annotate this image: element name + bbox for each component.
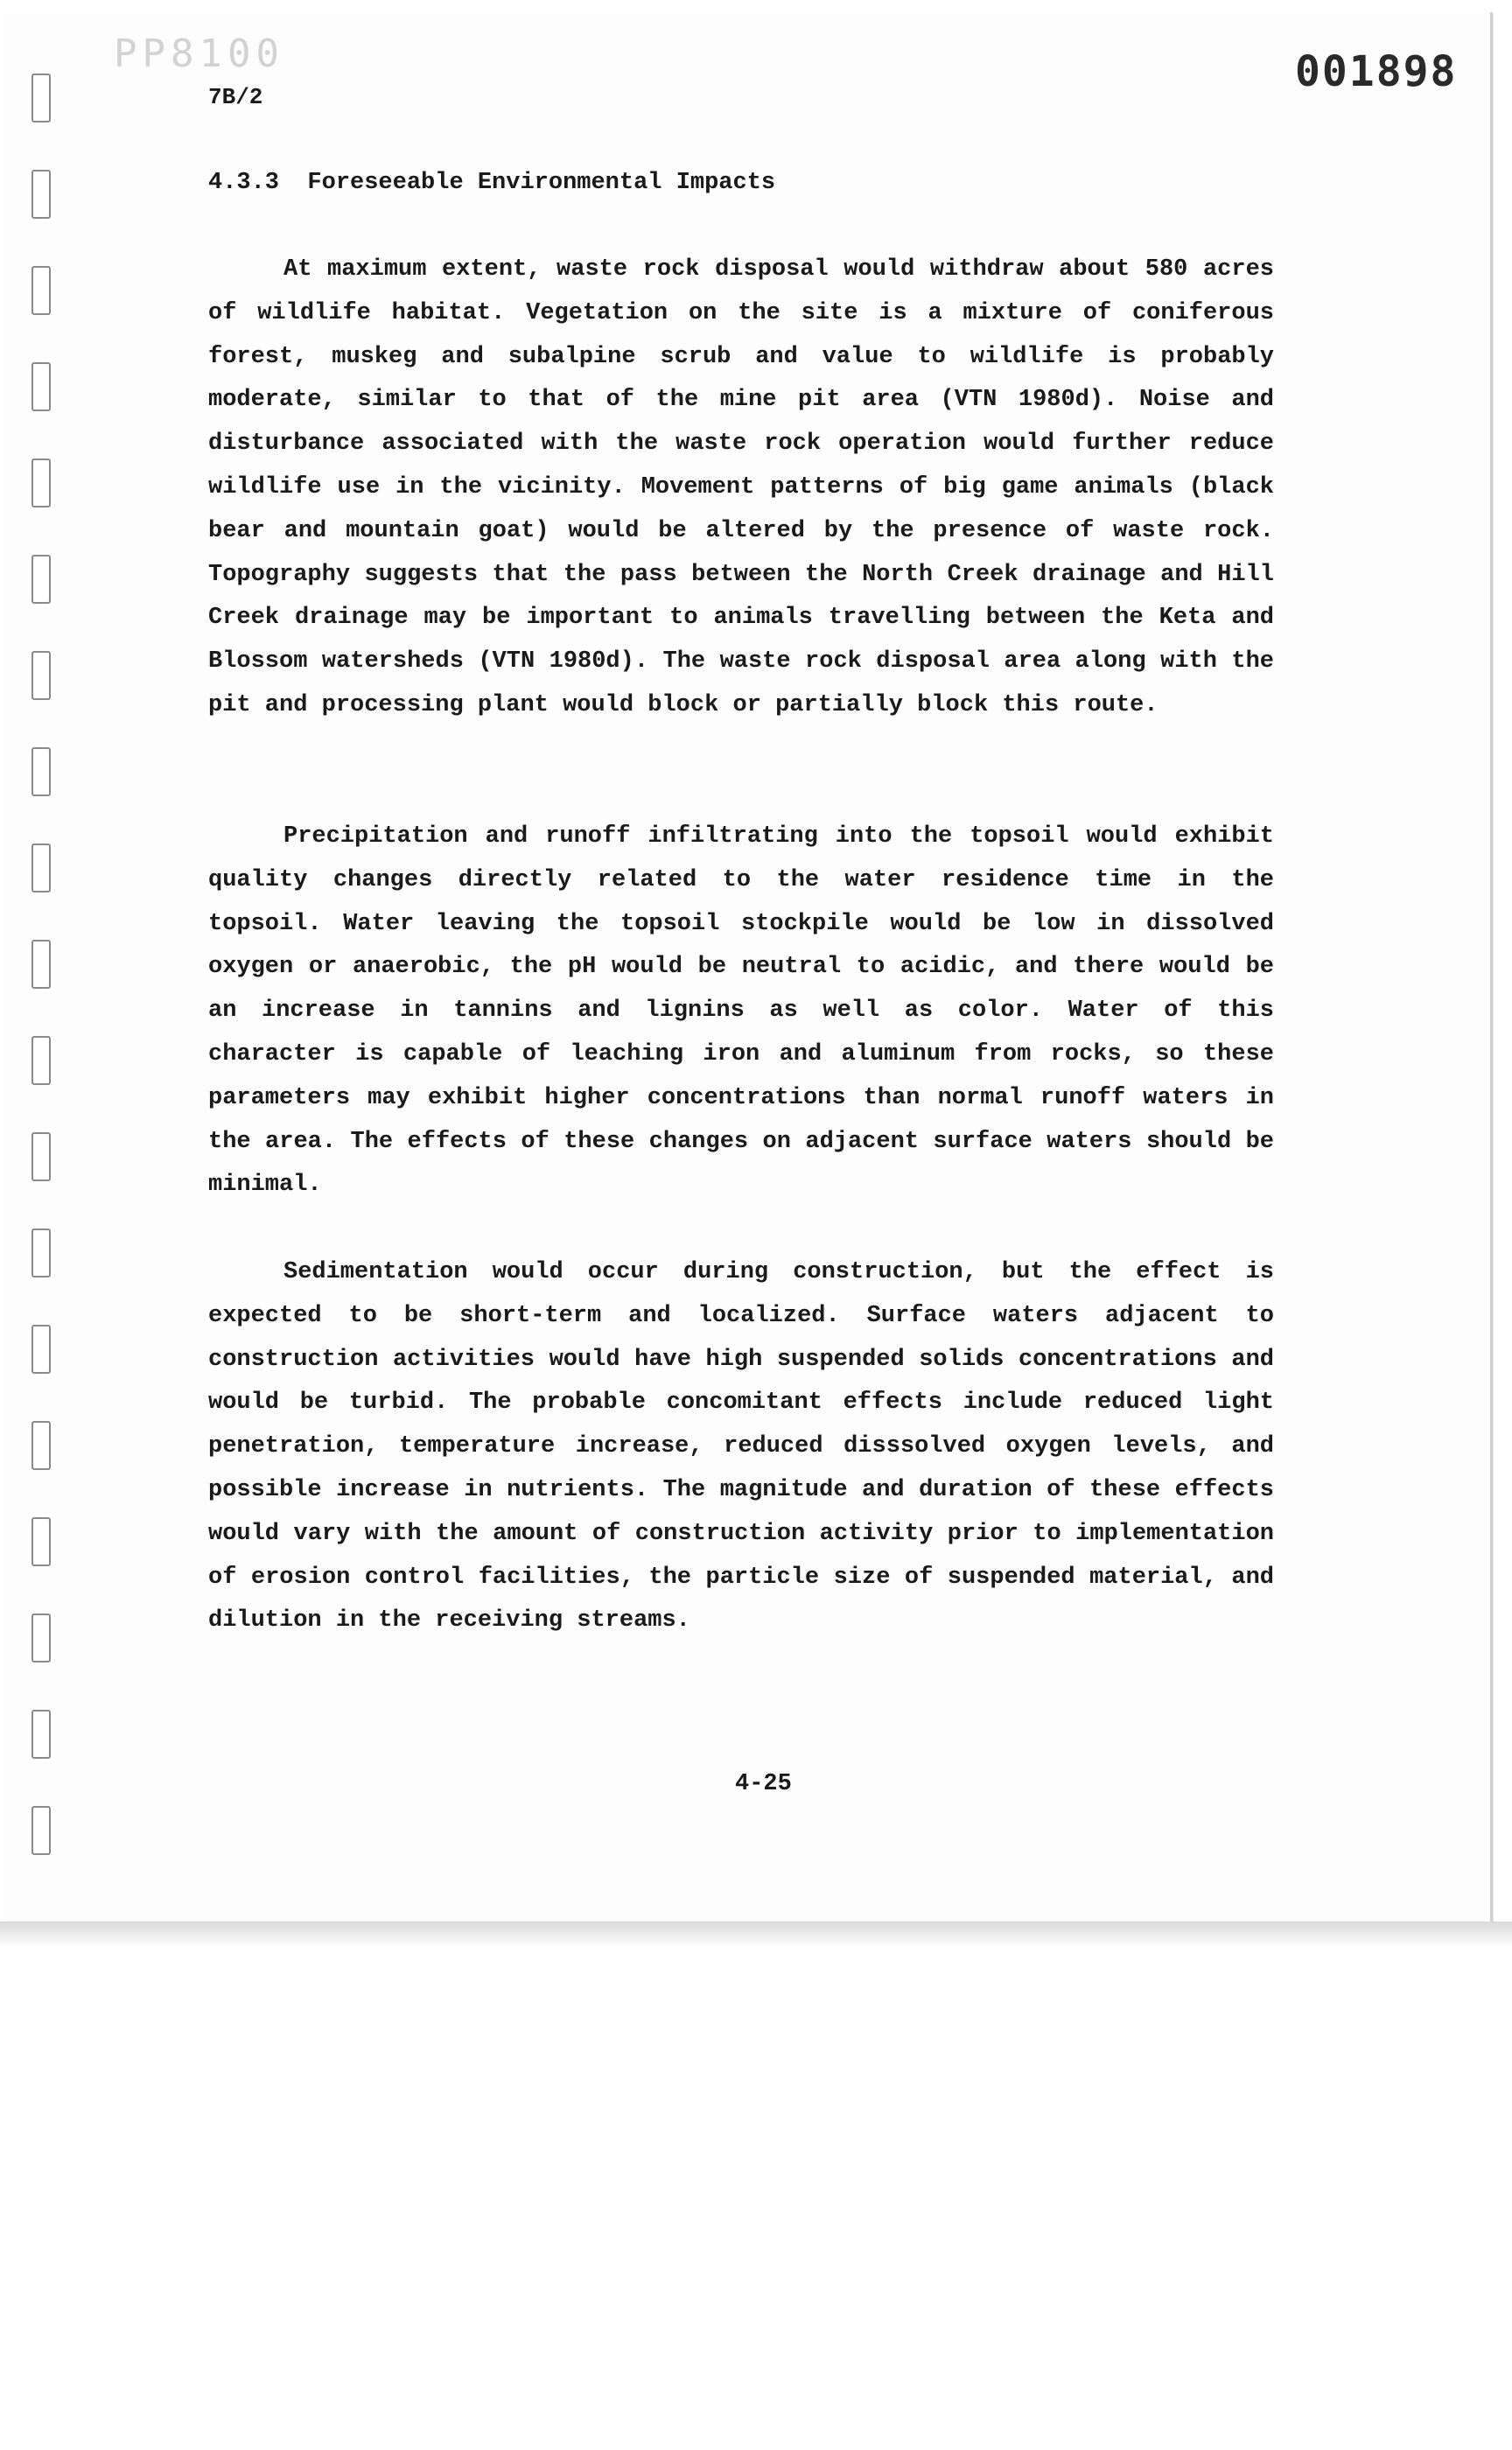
binder-hole bbox=[32, 1517, 51, 1566]
binder-hole bbox=[32, 844, 51, 892]
body-paragraph: At maximum extent, waste rock disposal would withdraw about 580 acres of wildlife habitat. Vegetation on the site is a mixture of coniferous forest, muskeg and subalpine scrub and value to wildlife is probably moderate, similar to that of the mine pit area (VTN 1980d). Noise and disturbance associated with the waste rock operation would further reduce wildlife use in the vicinity. Movement patterns of big game animals (black bear and mountain goat) would be altered by the presence of waste rock. Topography suggests that the pass between the North Creek drainage and Hill Creek drainage may be important to animals travelling between the Keta and Blossom watersheds (VTN 1980d). The waste rock disposal area along with the pit and processing plant would block or partially block this route. bbox=[208, 256, 1274, 718]
binder-hole bbox=[32, 1614, 51, 1662]
binder-hole bbox=[32, 651, 51, 700]
binder-hole bbox=[32, 1325, 51, 1374]
binder-hole bbox=[32, 266, 51, 315]
binder-hole bbox=[32, 458, 51, 508]
scanned-page bbox=[4, 12, 1493, 1936]
binder-hole bbox=[32, 74, 51, 122]
section-title: Foreseeable Environmental Impacts bbox=[307, 170, 776, 196]
binder-hole bbox=[32, 555, 51, 604]
binder-hole bbox=[32, 1710, 51, 1759]
body-paragraph: Sedimentation would occur during construction, but the effect is expected to be short-term and localized. Surface waters adjacent to construction activities would have high suspended solids concentrations and would be turbid. The probable concomitant effects include reduced light penetration, temperature increase, reduced disssolved oxygen levels, and possible increase in nutrients. The magnitude and duration of these effects would vary with the amount of construction activity prior to implementation of erosion control facilities, the particle size of suspended material, and dilution in the receiving streams. bbox=[208, 1259, 1274, 1634]
file-reference: 7B/2 bbox=[208, 84, 263, 110]
page-number: 4-25 bbox=[735, 1771, 792, 1797]
document-number: 001898 bbox=[1295, 47, 1458, 96]
binder-hole bbox=[32, 1421, 51, 1470]
faint-stamp: PP8100 bbox=[114, 32, 284, 76]
binder-hole bbox=[32, 362, 51, 411]
scan-edge-shadow bbox=[0, 1922, 1512, 1948]
section-number: 4.3.3 bbox=[208, 170, 280, 196]
body-paragraph: Precipitation and runoff infiltrating into the topsoil would exhibit quality changes directly related to the water residence time in the topsoil. Water leaving the topsoil stockpile would be low in dissolved oxygen or anaerobic, the pH would be neutral to acidic, and there would be an increase in tannins and lignins as well as color. Water of this character is capable of leaching iron and aluminum from rocks, so these parameters may exhibit higher concentrations than normal runoff waters in the area. The effects of these changes on adjacent surface waters should be minimal. bbox=[208, 823, 1274, 1199]
binder-hole bbox=[32, 1132, 51, 1181]
binder-hole bbox=[32, 1036, 51, 1085]
binder-hole bbox=[32, 747, 51, 796]
binder-hole bbox=[32, 940, 51, 989]
section-heading bbox=[208, 170, 775, 196]
binder-hole bbox=[32, 1228, 51, 1278]
binder-hole bbox=[32, 170, 51, 219]
binder-hole bbox=[32, 1806, 51, 1855]
binder-hole-strip bbox=[24, 52, 60, 1890]
